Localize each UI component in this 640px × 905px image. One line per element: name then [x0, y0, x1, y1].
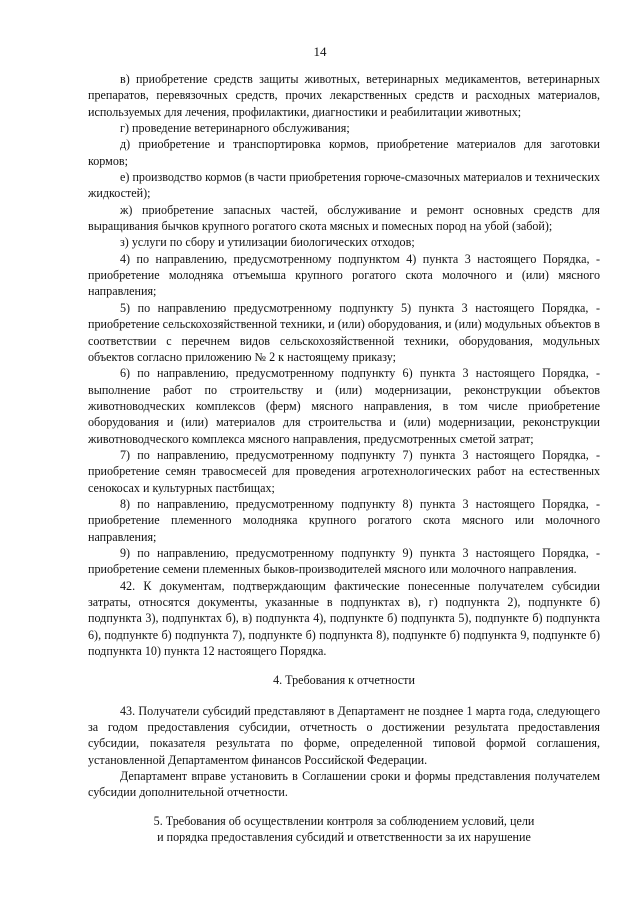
paragraph: ж) приобретение запасных частей, обслуживание и ремонт основных средств для выращивания бычков крупного рогатого скота мясных и помесных пород на убой (забой); — [88, 202, 600, 234]
paragraph: 5) по направлению предусмотренному подпункту 5) пункта 3 настоящего Порядка, - приобретение сельскохозяйственной техники, и (или) оборудования, и (или) модульных объектов в соответствии с перечнем видов сельскохозяйственной техники, оборудования, модульных объектов согласно приложению № 2 к настоящему приказу; — [88, 300, 600, 364]
paragraph: 9) по направлению, предусмотренному подпункту 9) пункта 3 настоящего Порядка, - приобретение семени племенных быков-производителей мясного или молочного направления. — [88, 545, 600, 577]
paragraph: з) услуги по сбору и утилизации биологических отходов; — [120, 235, 415, 250]
section-heading-5-line: 5. Требования об осуществлении контроля за соблюдением условий, цели — [153, 813, 535, 828]
paragraph: 7) по направлению, предусмотренному подпункту 7) пункта 3 настоящего Порядка, - приобретение семян травосмесей для проведения агротехнологических работ на естественных сенокосах и культурных пастбищах; — [88, 447, 600, 495]
section-heading-5-line: и порядка предоставления субсидий и ответственности за их нарушение — [157, 830, 531, 845]
paragraph: 8) по направлению, предусмотренному подпункту 8) пункта 3 настоящего Порядка, - приобретение племенного молодняка крупного рогатого скота мясного или молочного направления; — [88, 496, 600, 544]
paragraph: Департамент вправе установить в Соглашении сроки и формы представления получателем субсидии дополнительной отчетности. — [88, 769, 600, 800]
section-heading-5 — [88, 813, 600, 846]
paragraph-42: 42. К документам, подтверждающим фактические понесенные получателем субсидии затраты, относятся документы, указанные в подпунктах в), г) подпункта 2), подпункте б) подпункта 3), подпунктах б), в) подпункта 4), подпункте б) подпункта 5), подпункте б) подпункта 6), подпункте б) подпункта 7), подпункте б) подпункта 8), подпункте б) подпункта 9, подпункте б) подпункта 10) пункта 12 настоящего Порядка. — [88, 578, 600, 659]
paragraph: 6) по направлению, предусмотренному подпункту 6) пункта 3 настоящего Порядка, - выполнение работ по строительству и (или) модернизации, реконструкции объектов животноводческих комплексов (ферм) мясного направления, в том числе приобретение оборудования и (или) материалов для строительства и (или) модернизации, реконструкции животноводческого комплекса мясного направления, предусмотренных сметой затрат; — [88, 366, 600, 446]
paragraph: е) производство кормов (в части приобретения горюче-смазочных материалов и технических жидкостей); — [88, 170, 600, 201]
page-number: 14 — [313, 44, 327, 59]
section-heading-4: 4. Требования к отчетности — [273, 673, 415, 688]
paragraph: г) проведение ветеринарного обслуживания; — [120, 121, 350, 136]
paragraph: д) приобретение и транспортировка кормов, приобретение материалов для заготовки кормов; — [88, 137, 600, 168]
document-body — [88, 71, 600, 845]
paragraph: в) приобретение средств защиты животных, ветеринарных медикаментов, ветеринарных препаратов, перевязочных средств, прочих лекарственных средств и расходных материалов, используемых для лечения, профилактики, диагностики и реабилитации животных; — [88, 72, 600, 119]
paragraph-43: 43. Получатели субсидий представляют в Департамент не позднее 1 марта года, следующего за годом предоставления субсидии, отчетность о достижении результата предоставления субсидии, показателя результата по форме, определенной типовой формой соглашения, установленной Департаментом финансов Российской Федерации. — [88, 703, 600, 767]
paragraph: 4) по направлению, предусмотренному подпунктом 4) пункта 3 настоящего Порядка, - приобретение молодняка отъемыша крупного рогатого скота молочного и (или) мясного направления; — [88, 251, 600, 299]
